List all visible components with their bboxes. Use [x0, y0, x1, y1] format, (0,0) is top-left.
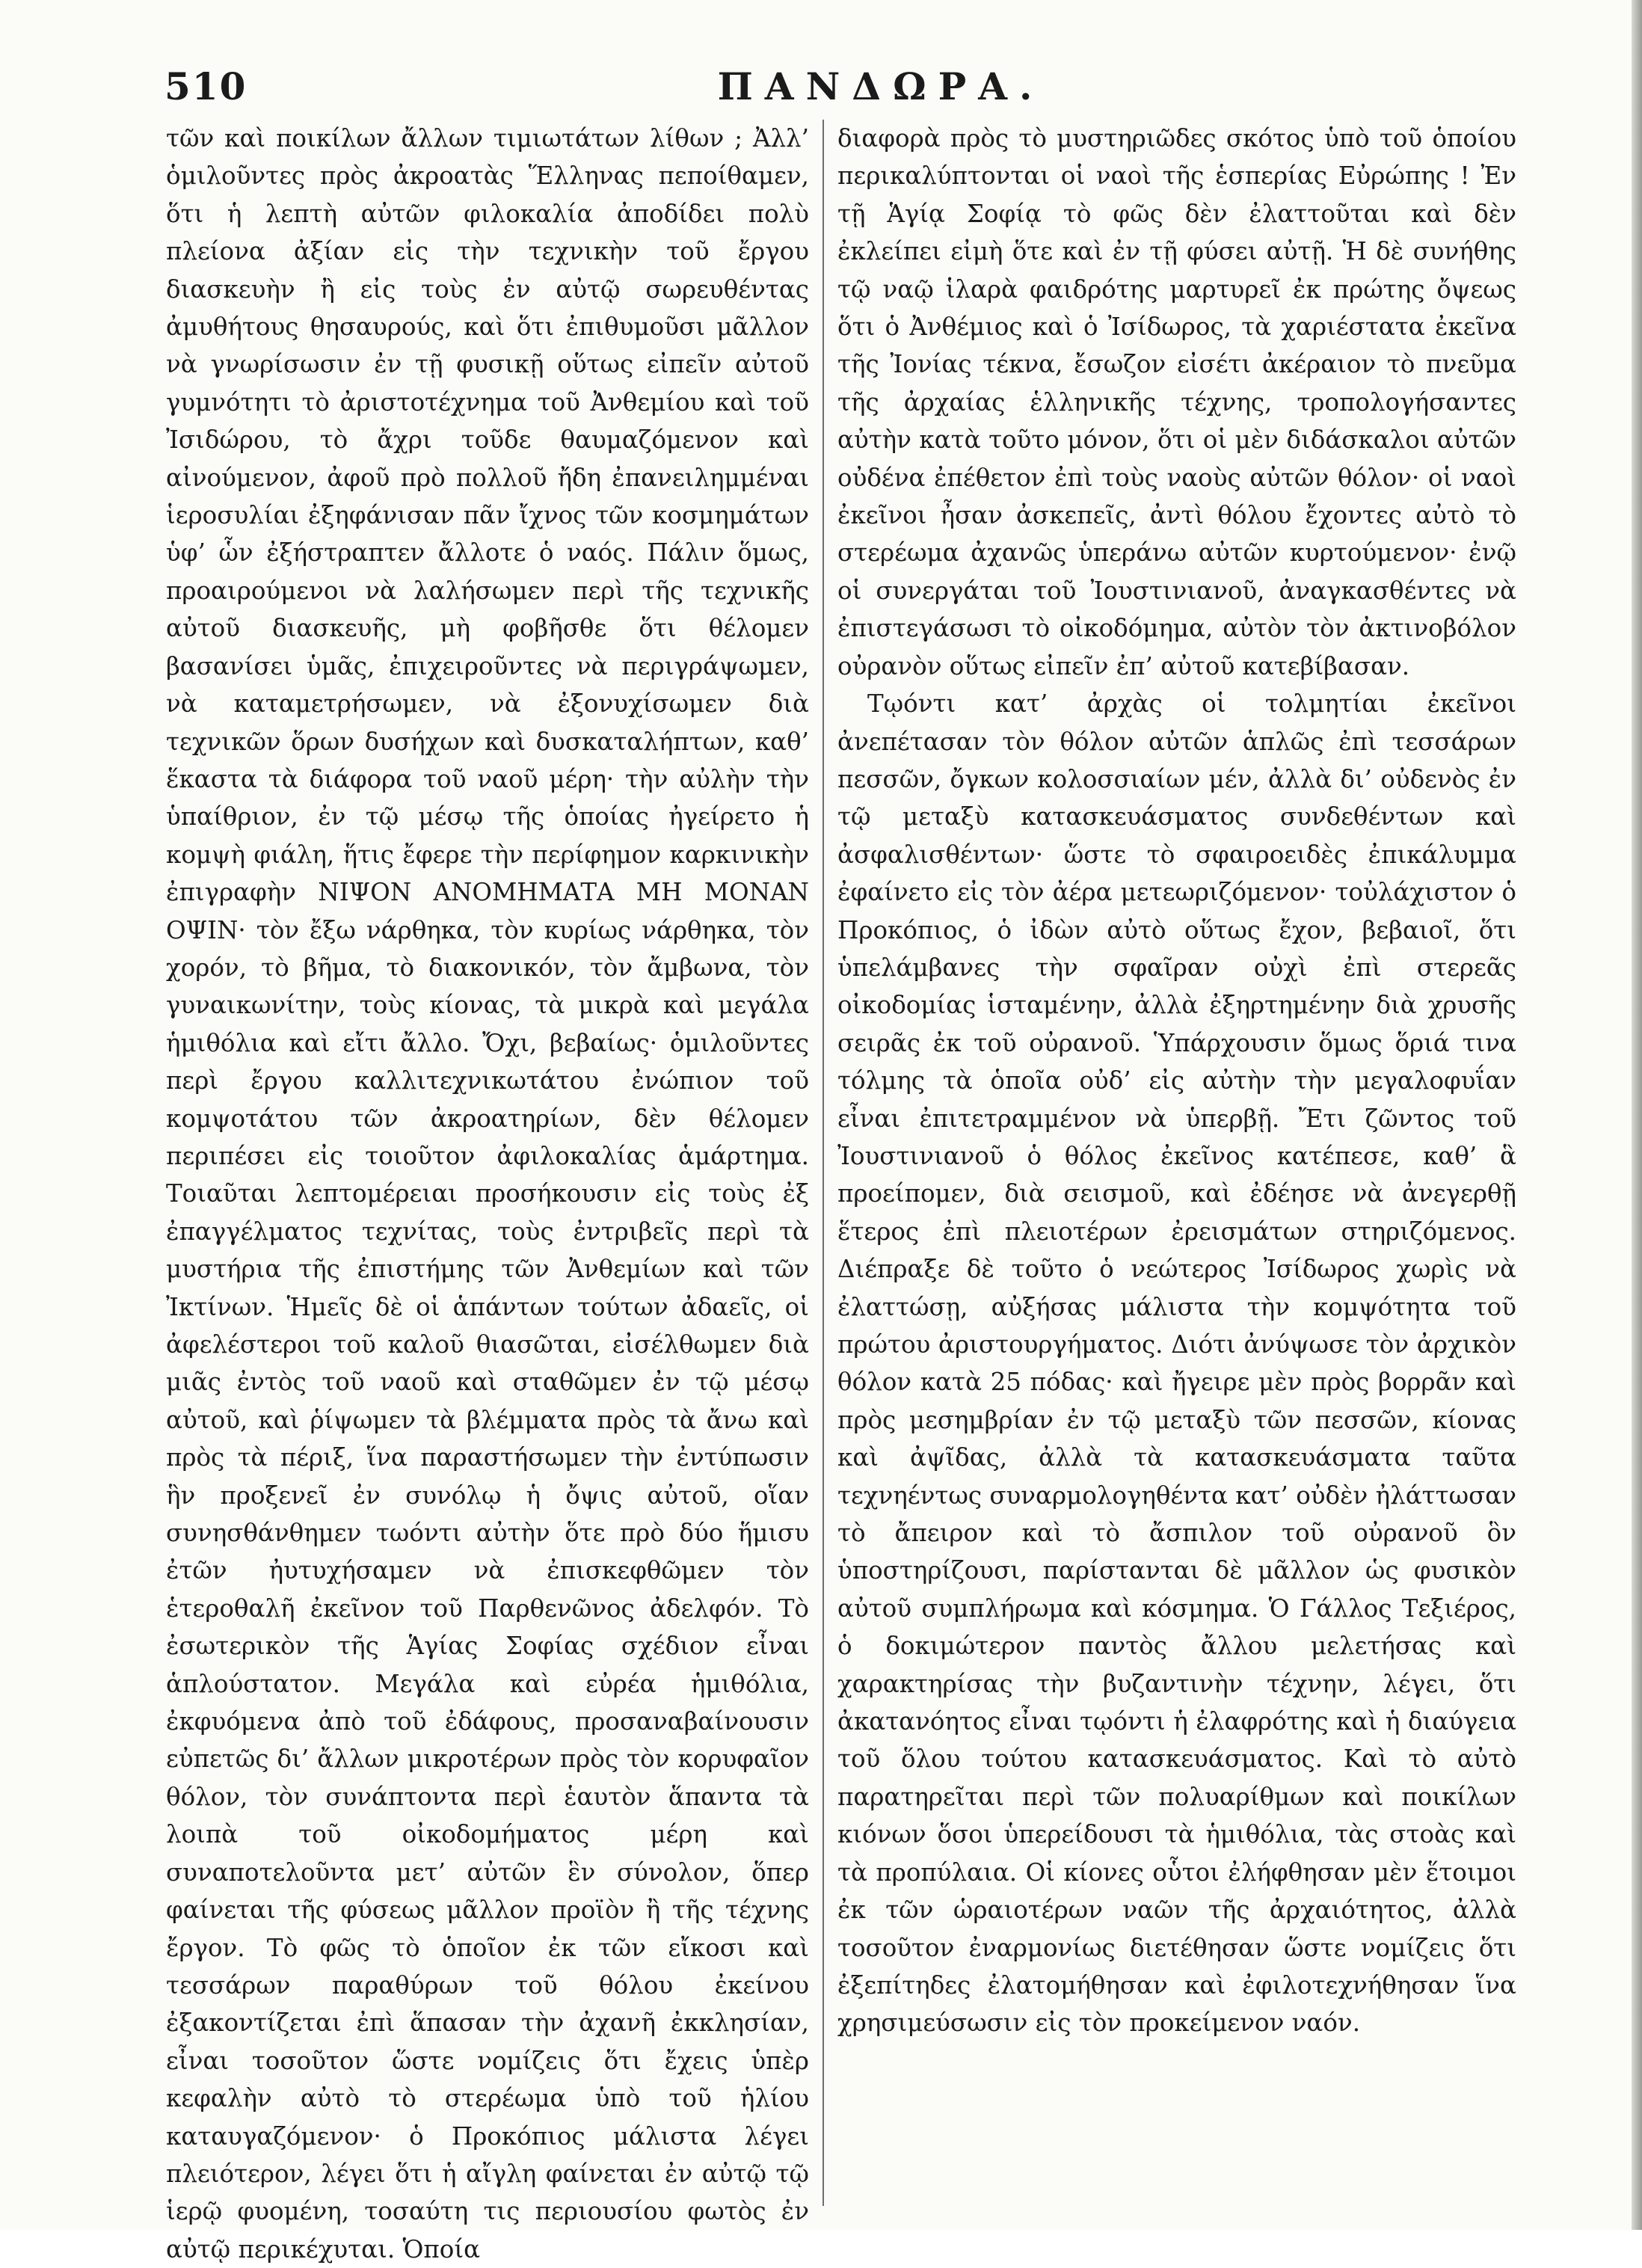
page-edge-shadow — [1632, 0, 1642, 2230]
left-column-paragraph: τῶν καὶ ποικίλων ἄλλων τιμιωτάτων λίθων ; Ἀλλ’ ὁμιλοῦντες πρὸς ἀκροατὰς Ἕλληνας πεποίθαμεν, ὅτι ἡ λεπτὴ αὐτῶν φιλοκαλία ἀποδίδει πολὺ πλείονα ἀξίαν εἰς τὴν τεχνικὴν τοῦ ἔργου διασκευὴν ἢ εἰς τοὺς ἐν αὐτῷ σωρευθέντας ἀμυθήτους θησαυρούς, καὶ ὅτι ἐπιθυμοῦσι μᾶλλον νὰ γνωρίσωσιν ἐν τῇ φυσικῇ οὕτως εἰπεῖν αὐτοῦ γυμνότητι τὸ ἀριστοτέχνημα τοῦ Ἀνθεμίου καὶ τοῦ Ἰσιδώρου, τὸ ἄχρι τοῦδε θαυμαζόμενον καὶ αἰνούμενον, ἀφοῦ πρὸ πολλοῦ ἤδη ἐπανειλημμέναι ἱεροσυλίαι ἐξηφάνισαν πᾶν ἴχνος τῶν κοσμημάτων ὑφ’ ὧν ἐξήστραπτεν ἄλλοτε ὁ ναός. Πάλιν ὅμως, προαιρούμενοι νὰ λαλήσωμεν περὶ τῆς τεχνικῆς αὐτοῦ διασκευῆς, μὴ φοβῆσθε ὅτι θέλομεν βασανίσει ὑμᾶς, ἐπιχειροῦντες νὰ περιγράψωμεν, νὰ καταμετρήσωμεν, νὰ ἐξονυχίσωμεν διὰ τεχνικῶν ὅρων δυσήχων καὶ δυσκαταλήπτων, καθ’ ἕκαστα τὰ διάφορα τοῦ ναοῦ μέρη· τὴν αὐλὴν τὴν ὑπαίθριον, ἐν τῷ μέσῳ τῆς ὁποίας ἠγείρετο ἡ κομψὴ φιάλη, ἥτις ἔφερε τὴν περίφημον καρκινικὴν ἐπιγραφὴν ΝΙΨΟΝ ΑΝΟΜΗΜΑΤΑ ΜΗ ΜΟΝΑΝ ΟΨΙΝ· τὸν ἔξω νάρθηκα, τὸν κυρίως νάρθηκα, τὸν χορόν, τὸ βῆμα, τὸ διακονικόν, τὸν ἄμβωνα, τὸν γυναικωνίτην, τοὺς κίονας, τὰ μικρὰ καὶ μεγάλα ἡμιθόλια καὶ εἴτι ἄλλο. Ὄχι, βεβαίως· ὁμιλοῦντες περὶ ἔργου καλλιτεχνικωτάτου ἐνώπιον τοῦ κομψοτάτου τῶν ἀκροατηρίων, δὲν θέλομεν περιπέσει εἰς τοιοῦτον ἀφιλοκαλίας ἁμάρτημα. Τοιαῦται λεπτομέρειαι προσήκουσιν εἰς τοὺς ἐξ ἐπαγγέλματος τεχνίτας, τοὺς ἐντριβεῖς περὶ τὰ μυστήρια τῆς ἐπιστήμης τῶν Ἀνθεμίων καὶ τῶν Ἰκτίνων. Ἡμεῖς δὲ οἱ ἁπάντων τούτων ἀδαεῖς, οἱ ἀφελέστεροι τοῦ καλοῦ θιασῶται, εἰσέλθωμεν διὰ μιᾶς ἐντὸς τοῦ ναοῦ καὶ σταθῶμεν ἐν τῷ μέσῳ αὐτοῦ, καὶ ῥίψωμεν τὰ βλέμματα πρὸς τὰ ἄνω καὶ πρὸς τὰ πέριξ, ἵνα παραστήσωμεν τὴν ἐντύπωσιν ἣν προξενεῖ ἐν συνόλῳ ἡ ὄψις αὐτοῦ, οἵαν συνησθάνθημεν τωόντι αὐτὴν ὅτε πρὸ δύο ἥμισυ ἐτῶν ἠυτυχήσαμεν νὰ ἐπισκεφθῶμεν τὸν ἑτεροθαλῆ ἐκεῖνον τοῦ Παρθενῶνος ἀδελφόν. Τὸ ἐσωτερικὸν τῆς Ἁγίας Σοφίας σχέδιον εἶναι ἁπλούστατον. Μεγάλα καὶ εὐρέα ἡμιθόλια, ἐκφυόμενα ἀπὸ τοῦ ἐδάφους, προσαναβαίνουσιν εὐπετῶς δι’ ἄλλων μικροτέρων πρὸς τὸν κορυφαῖον θόλον, τὸν συνάπτοντα περὶ ἑαυτὸν ἅπαντα τὰ λοιπὰ τοῦ οἰκοδομήματος μέρη καὶ συναποτελοῦντα μετ’ αὐτῶν ἓν σύνολον, ὅπερ φαίνεται τῆς φύσεως μᾶλλον προϊὸν ἢ τῆς τέχνης ἔργον. Τὸ φῶς τὸ ὁποῖον ἐκ τῶν εἴκοσι καὶ τεσσάρων παραθύρων τοῦ θόλου ἐκείνου ἐξακοντίζεται ἐπὶ ἅπασαν τὴν ἀχανῆ ἐκκλησίαν, εἶναι τοσοῦτον ὥστε νομίζεις ὅτι ἔχεις ὑπὲρ κεφαλὴν αὐτὸ τὸ στερέωμα ὑπὸ τοῦ ἡλίου καταυγαζόμενον· ὁ Προκόπιος μάλιστα λέγει πλειότερον, λέγει ὅτι ἡ αἴγλη φαίνεται ἐν αὐτῷ τῷ ἱερῷ φυομένη, τοσαύτη τις περιουσίου φωτὸς ἐν αὐτῷ περικέχυται. Ὁποία — [166, 124, 809, 2264]
running-head — [164, 64, 1597, 117]
page-number: 510 — [164, 64, 247, 108]
left-column — [166, 120, 809, 2264]
journal-title: ΠΑΝΔΩΡΑ. — [717, 64, 1045, 108]
right-column-paragraph: Τῳόντι κατ’ ἀρχὰς οἱ τολμητίαι ἐκεῖνοι ἀνεπέτασαν τὸν θόλον αὐτῶν ἁπλῶς ἐπὶ τεσσάρων πεσσῶν, ὄγκων κολοσσιαίων μέν, ἀλλὰ δι’ οὐδενὸς ἐν τῷ μεταξὺ κατασκευάσματος συνδεθέντων καὶ ἀσφαλισθέντων· ὥστε τὸ σφαιροειδὲς ἐπικάλυμμα ἐφαίνετο εἰς τὸν ἀέρα μετεωριζόμενον· τοὐλάχιστον ὁ Προκόπιος, ὁ ἰδὼν αὐτὸ οὕτως ἔχον, βεβαιοῖ, ὅτι ὑπελάμβανες τὴν σφαῖραν οὐχὶ ἐπὶ στερεᾶς οἰκοδομίας ἱσταμένην, ἀλλὰ ἐξηρτημένην διὰ χρυσῆς σειρᾶς ἐκ τοῦ οὐρανοῦ. Ὑπάρχουσιν ὅμως ὅριά τινα τόλμης τὰ ὁποῖα οὐδ’ εἰς αὐτὴν τὴν μεγαλοφυΐαν εἶναι ἐπιτετραμμένον νὰ ὑπερβῇ. Ἔτι ζῶντος τοῦ Ἰουστινιανοῦ ὁ θόλος ἐκεῖνος κατέπεσε, καθ’ ἃ προείπομεν, διὰ σεισμοῦ, καὶ ἐδέησε νὰ ἀνεγερθῇ ἕτερος ἐπὶ πλειοτέρων ἐρεισμάτων στηριζόμενος. Διέπραξε δὲ τοῦτο ὁ νεώτερος Ἰσίδωρος χωρὶς νὰ ἐλαττώσῃ, αὐξήσας μάλιστα τὴν κομψότητα τοῦ πρώτου ἀριστουργήματος. Διότι ἀνύψωσε τὸν ἀρχικὸν θόλον κατὰ 25 πόδας· καὶ ἤγειρε μὲν πρὸς βορρᾶν καὶ πρὸς μεσημβρίαν ἐν τῷ μεταξὺ τῶν πεσσῶν, κίονας καὶ ἀψῖδας, ἀλλὰ τὰ κατασκευάσματα ταῦτα τεχνηέντως συναρμολογηθέντα κατ’ οὐδὲν ἠλάττωσαν τὸ ἄπειρον καὶ τὸ ἄσπιλον τοῦ οὐρανοῦ ὃν ὑποστηρίζουσι, παρίστανται δὲ μᾶλλον ὡς φυσικὸν αὐτοῦ συμπλήρωμα καὶ κόσμημα. Ὁ Γάλλος Τεξιέρος, ὁ δοκιμώτερον παντὸς ἄλλου μελετήσας καὶ χαρακτηρίσας τὴν βυζαντινὴν τέχνην, λέγει, ὅτι ἀκατανόητος εἶναι τῳόντι ἡ ἐλαφρότης καὶ ἡ διαύγεια τοῦ ὅλου τούτου κατασκευάσματος. Καὶ τὸ αὐτὸ παρατηρεῖται περὶ τῶν πολυαρίθμων καὶ ποικίλων κιόνων ὅσοι ὑπερείδουσι τὰ ἡμιθόλια, τὰς στοὰς καὶ τὰ προπύλαια. Οἱ κίονες οὗτοι ἐλήφθησαν μὲν ἕτοιμοι ἐκ τῶν ὡραιοτέρων ναῶν τῆς ἀρχαιότητος, ἀλλὰ τοσοῦτον ἐναρμονίως διετέθησαν ὥστε νομίζεις ὅτι ἐξεπίτηδες ἐλατομήθησαν καὶ ἐφιλοτεχνήθησαν ἵνα χρησιμεύσωσιν εἰς τὸν προκείμενον ναόν. — [837, 689, 1516, 2038]
right-column-paragraph: διαφορὰ πρὸς τὸ μυστηριῶδες σκότος ὑπὸ τοῦ ὁποίου περικαλύπτονται οἱ ναοὶ τῆς ἑσπερίας Εὐρώπης ! Ἐν τῇ Ἁγίᾳ Σοφίᾳ τὸ φῶς δὲν ἐλαττοῦται καὶ δὲν ἐκλείπει εἰμὴ ὅτε καὶ ἐν τῇ φύσει αὐτῇ. Ἡ δὲ συνήθης τῷ ναῷ ἱλαρὰ φαιδρότης μαρτυρεῖ ἐκ πρώτης ὄψεως ὅτι ὁ Ἀνθέμιος καὶ ὁ Ἰσίδωρος, τὰ χαριέστατα ἐκεῖνα τῆς Ἰονίας τέκνα, ἔσωζον εἰσέτι ἀκέραιον τὸ πνεῦμα τῆς ἀρχαίας ἑλληνικῆς τέχνης, τροπολογήσαντες αὐτὴν κατὰ τοῦτο μόνον, ὅτι οἱ μὲν διδάσκαλοι αὐτῶν οὐδένα ἐπέθετον ἐπὶ τοὺς ναοὺς αὐτῶν θόλον· οἱ ναοὶ ἐκεῖνοι ἦσαν ἀσκεπεῖς, ἀντὶ θόλου ἔχοντες αὐτὸ τὸ στερέωμα ἀχανῶς ὑπεράνω αὐτῶν κυρτούμενον· ἐνῷ οἱ συνεργάται τοῦ Ἰουστινιανοῦ, ἀναγκασθέντες νὰ ἐπιστεγάσωσι τὸ οἰκοδόμημα, αὐτὸν τὸν ἀκτινοβόλον οὐρανὸν οὕτως εἰπεῖν ἐπ’ αὐτοῦ κατεβίβασαν. — [837, 124, 1516, 680]
column-rule — [822, 120, 824, 2206]
right-column — [837, 120, 1516, 2206]
